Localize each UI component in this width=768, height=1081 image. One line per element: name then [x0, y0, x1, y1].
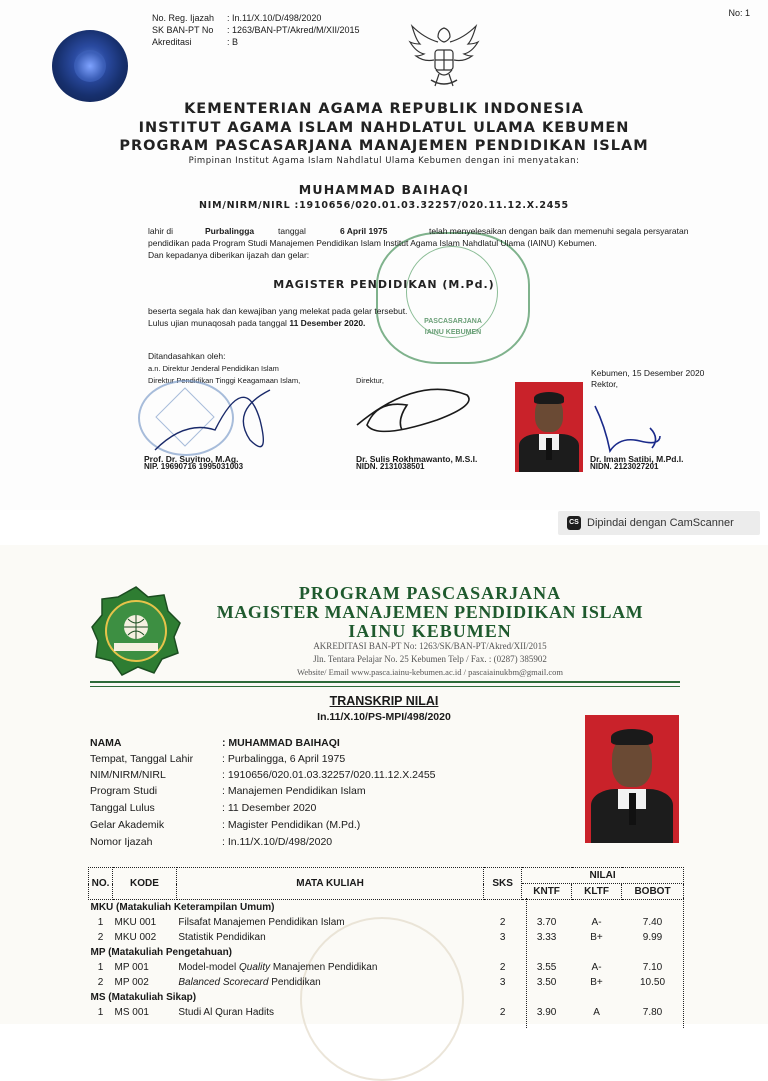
group-title: MP (Matakuliah Pengetahuan): [90, 947, 233, 958]
iainu-logo: [90, 585, 182, 677]
signature-2-icon: [352, 385, 482, 445]
grade-table: [88, 867, 684, 1020]
meta-akreditasi: Akreditasi : B: [152, 37, 239, 47]
transkrip-campus: IAINU KEBUMEN: [348, 621, 512, 641]
th-bobot: BOBOT: [622, 884, 684, 900]
field-ttl: Tempat, Tanggal Lahir : Purbalingga, 6 April 1975: [90, 753, 346, 765]
signatory-3-id: NIDN. 2123027201: [590, 462, 659, 471]
direktur-label: Direktur,: [356, 376, 384, 385]
ministry-title: KEMENTERIAN AGAMA REPUBLIK INDONESIA: [184, 101, 584, 117]
ijazah-page: [0, 0, 768, 510]
table-divider: [526, 898, 527, 1028]
camscanner-icon: CS: [567, 516, 581, 530]
signatory-2-id: NIDN. 2131038501: [356, 462, 425, 471]
body-line-3: Dan kepadanya diberikan ijazah dan gelar:: [148, 250, 310, 260]
garuda-emblem-icon: [405, 22, 483, 98]
field-nim: NIM/NIRM/NIRL : 1910656/020.01.03.32257/020.11.12.X.2455: [90, 769, 436, 781]
transkrip-page: [0, 545, 768, 1024]
th-no: NO.: [89, 868, 113, 900]
field-gelar: Gelar Akademik : Magister Pendidikan (M.Pd.): [90, 819, 361, 831]
student-nim: NIM/NIRM/NIRL :1910656/020.01.03.32257/020.11.12.X.2455: [199, 200, 569, 211]
th-kntf: KNTF: [522, 884, 572, 900]
signatory-1-id: NIP. 19690716 1995031003: [144, 462, 244, 471]
group-title: MS (Matakuliah Sikap): [90, 992, 197, 1003]
an-line: a.n. Direktur Jenderal Pendidikan Islam: [148, 364, 279, 373]
page-number: No: 1: [728, 8, 750, 18]
table-divider: [683, 898, 684, 1028]
body-line-1: telah menyelesaikan dengan baik dan memenuhi segala persyaratan: [429, 226, 689, 236]
student-name: MUHAMMAD BAIHAQI: [298, 182, 470, 197]
iainu-logo-icon: [90, 585, 182, 677]
signature-1-icon: [150, 380, 280, 460]
place-date: Kebumen, 15 Desember 2020: [591, 368, 705, 378]
rektor-label: Rektor,: [591, 379, 618, 389]
pascasarjana-stamp: PASCASARJANA IAINU KEBUMEN: [376, 232, 530, 364]
th-kode: KODE: [112, 868, 176, 900]
transkrip-akreditasi: AKREDITASI BAN-PT No: 1263/SK/BAN-PT/Akred/XII/2015: [313, 641, 547, 651]
camscanner-badge: [558, 511, 760, 535]
transkrip-website: Website/ Email www.pasca.iainu-kebumen.ac.id / pascaiainukbm@gmail.com: [297, 667, 563, 677]
student-photo: [515, 382, 583, 472]
transkrip-doc-number: In.11/X.10/PS-MPI/498/2020: [317, 711, 451, 723]
transkrip-photo: [585, 715, 679, 843]
table-row: 2 MP 002 Balanced Scorecard Pendidikan 3 3.50 B+ 10.50: [97, 977, 666, 988]
transkrip-program-title: PROGRAM PASCASARJANA: [298, 583, 562, 603]
field-prodi: Program Studi : Manajemen Pendidikan Islam: [90, 785, 366, 797]
meta-sk: SK BAN-PT No : 1263/BAN-PT/Akred/M/XII/2015: [152, 25, 360, 35]
body-line-2: pendidikan pada Program Studi Manajemen Pendidikan Islam Institut Agama Islam Nahdlatul Ulama (IAINU) Kebumen.: [148, 238, 597, 248]
header-divider: [90, 681, 680, 687]
born-label: lahir di: [148, 226, 174, 236]
camscanner-label: Dipindai dengan CamScanner: [587, 517, 734, 529]
signatory-2-name: Dr. Sulis Rokhmawanto, M.S.I.: [356, 454, 478, 464]
birthplace: Purbalingga: [205, 226, 255, 236]
exam-line: Lulus ujian munaqosah pada tanggal 11 Desember 2020.: [148, 318, 366, 328]
rights-line: beserta segala hak dan kewajiban yang melekat pada gelar tersebut.: [148, 306, 408, 316]
field-nomor-ijazah: Nomor Ijazah : In.11/X.10/D/498/2020: [90, 836, 333, 848]
declaration: Pimpinan Institut Agama Islam Nahdlatul Ulama Kebumen dengan ini menyatakan:: [188, 156, 580, 166]
signatory-3-name: Dr. Imam Satibi, M.Pd.I.: [590, 454, 684, 464]
ditandasahkan: Ditandasahkan oleh:: [148, 351, 226, 361]
signatory-1-name: Prof. Dr. Suyitno, M.Ag.: [144, 454, 239, 464]
field-tanggal-lulus: Tanggal Lulus : 11 Desember 2020: [90, 802, 317, 814]
hologram-seal: [52, 30, 128, 102]
group-title: MKU (Matakuliah Keterampilan Umum): [90, 902, 275, 913]
institute-title: INSTITUT AGAMA ISLAM NAHDLATUL ULAMA KEBUMEN: [138, 120, 630, 136]
transkrip-program-sub: MAGISTER MANAJEMEN PENDIDIKAN ISLAM: [216, 602, 644, 622]
field-nama: NAMA : MUHAMMAD BAIHAQI: [90, 737, 340, 749]
th-nilai: NILAI: [522, 868, 684, 884]
table-row: 1 MP 001 Model-model Quality Manajemen Pendidikan 2 3.55 A- 7.10: [97, 962, 663, 973]
meta-reg: No. Reg. Ijazah : In.11/X.10/D/498/2020: [152, 13, 322, 23]
th-kltf: KLTF: [572, 884, 622, 900]
table-row: 1 MS 001 Studi Al Quran Hadits 2 3.90 A 7.80: [97, 1007, 663, 1018]
program-title: PROGRAM PASCASARJANA MANAJEMEN PENDIDIKAN ISLAM: [119, 138, 649, 154]
date-label: tanggal: [278, 226, 306, 236]
dir-line: Direktur Pendidikan Tinggi Keagamaan Islam,: [148, 376, 301, 385]
degree: MAGISTER PENDIDIKAN (M.Pd.): [273, 278, 495, 291]
th-sks: SKS: [484, 868, 522, 900]
th-mata-kuliah: MATA KULIAH: [176, 868, 483, 900]
birthdate: 6 April 1975: [340, 226, 388, 236]
transkrip-address: Jln. Tentara Pelajar No. 25 Kebumen Telp / Fax. : (0287) 385902: [313, 654, 547, 664]
table-row: 1 MKU 001 Filsafat Manajemen Pendidikan Islam 2 3.70 A- 7.40: [97, 917, 663, 928]
transkrip-doc-title: TRANSKRIP NILAI: [329, 694, 439, 708]
table-row: 2 MKU 002 Statistik Pendidikan 3 3.33 B+ 9.99: [97, 932, 663, 943]
